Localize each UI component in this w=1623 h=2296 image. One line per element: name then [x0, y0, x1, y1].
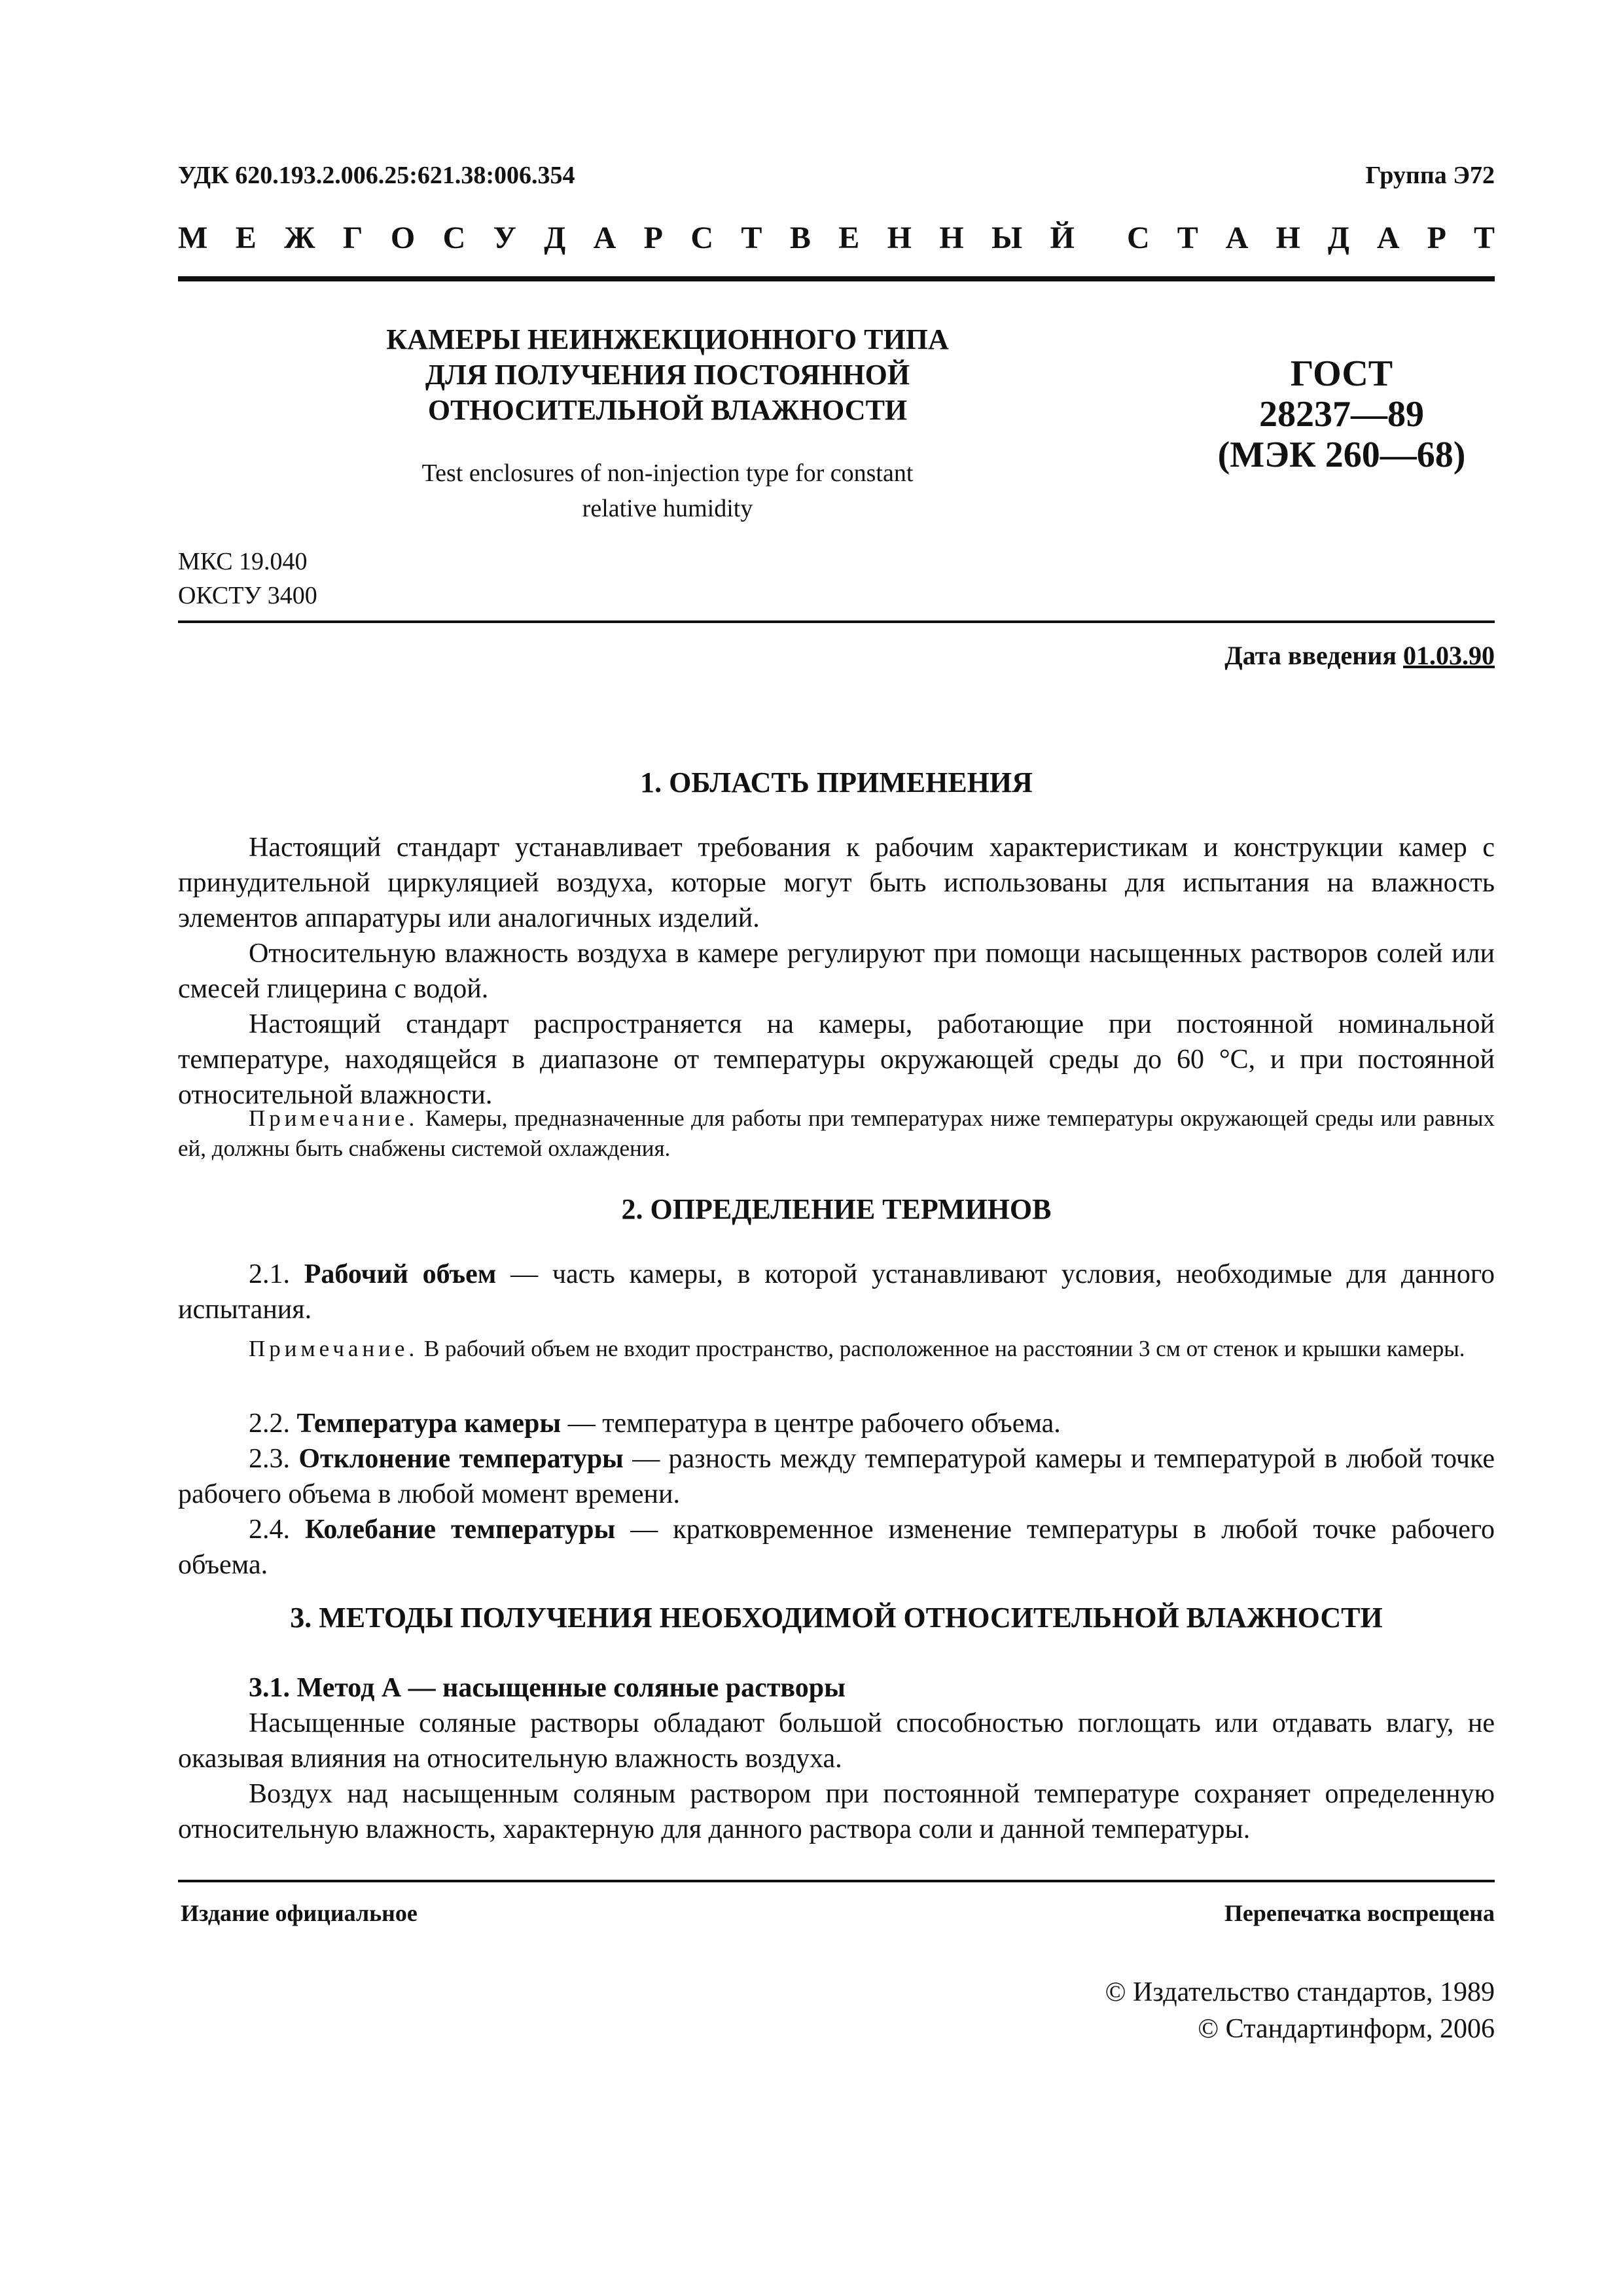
banner-left-letter: Н	[939, 221, 964, 255]
section-3-paragraph-2: Воздух над насыщенным соляным раствором при постоянной температуре сохраняет определенную относительную влажность, характерную для данного раствора соли и данной температуры.	[178, 1779, 1495, 1844]
definition-number: 2.4.	[249, 1515, 290, 1545]
banner-right-letter: Д	[1327, 221, 1349, 255]
official-edition-label: Издание официальное	[181, 1900, 418, 1926]
section-2-heading: 2. ОПРЕДЕЛЕНИЕ ТЕРМИНОВ	[621, 1193, 1052, 1225]
banner-left-letter: В	[789, 221, 811, 255]
definition-text: — температура в центре рабочего объема.	[567, 1408, 1061, 1439]
banner-left-letter: Ж	[284, 221, 315, 255]
banner-left-letter: У	[493, 221, 516, 255]
banner-right-letter: А	[1376, 221, 1400, 255]
definition-text: — кратковременное изменение температуры в любой точке рабочего объема.	[178, 1515, 1495, 1580]
banner-left-letters	[178, 220, 1075, 256]
definition-term: Рабочий объем	[304, 1259, 497, 1289]
classification-codes	[178, 545, 317, 613]
banner-right-letter: Т	[1473, 221, 1495, 255]
note-text: В рабочий объем не входит пространство, расположенное на расстоянии 3 см от стенок и крышки камеры.	[423, 1336, 1465, 1361]
title-line-3: ОТНОСИТЕЛЬНОЙ ВЛАЖНОСТИ	[427, 394, 908, 426]
banner-left-letter: Д	[544, 221, 566, 255]
document-title	[314, 322, 1021, 428]
banner-right-letters	[1127, 220, 1495, 256]
definition-text: — разность между температурой камеры и температурой в любой точке рабочего объема в любой момент времени.	[178, 1444, 1495, 1509]
introduction-date	[1224, 640, 1495, 671]
definition-2-4	[178, 1512, 1495, 1583]
section-1-paragraph-3: Настоящий стандарт распространяется на камеры, работающие при постоянной номинальной температуре, находящейся в диапазоне от температуры окружающей среды до 60 °С, и при постоянной относительной влажности.	[178, 1009, 1495, 1110]
english-title-line-1: Test enclosures of non-injection type for constant	[421, 459, 914, 487]
section-2-note	[178, 1334, 1495, 1364]
section-3-body	[178, 1670, 1495, 1847]
definition-number: 2.2.	[249, 1408, 290, 1439]
banner-left-letter: А	[593, 221, 616, 255]
iec-equivalent: (МЭК 260—68)	[1217, 435, 1466, 475]
section-3-paragraph-1: Насыщенные соляные растворы обладают большой способностью поглощать или отдавать влагу, не оказывая влияния на относительную влажность воздуха.	[178, 1708, 1495, 1774]
definition-term: Температура камеры	[296, 1408, 562, 1439]
title-line-1: КАМЕРЫ НЕИНЖЕКЦИОННОГО ТИПА	[386, 323, 949, 355]
banner-left-letter: Г	[342, 221, 363, 255]
banner-left-letter: Е	[838, 221, 860, 255]
section-1-note	[178, 1103, 1495, 1164]
reprint-prohibited-label: Перепечатка воспрещена	[1224, 1900, 1495, 1926]
gost-designation	[1191, 353, 1492, 475]
banner-right-letter: Т	[1177, 221, 1198, 255]
definition-term: Отклонение температуры	[298, 1444, 624, 1474]
definition-2-3	[178, 1441, 1495, 1512]
banner-left-letter: С	[442, 221, 466, 255]
banner-right-letter: Н	[1275, 221, 1300, 255]
banner-left-letter: О	[390, 221, 416, 255]
banner-left-letter: М	[178, 221, 208, 255]
definition-text: — часть камеры, в которой устанавливают условия, необходимые для данного испытания.	[178, 1259, 1495, 1325]
definition-term: Колебание температуры	[305, 1515, 616, 1545]
banner-right-letter: Р	[1427, 221, 1446, 255]
section-3-1-heading: 3.1. Метод А — насыщенные соляные растворы	[249, 1673, 846, 1703]
note-label: Примечание.	[249, 1105, 419, 1131]
definition-2-2	[178, 1406, 1495, 1441]
banner-left-letter: Й	[1050, 221, 1075, 255]
banner-right-letter: А	[1225, 221, 1249, 255]
header-rule	[178, 276, 1495, 281]
okstu-code: ОКСТУ 3400	[178, 582, 317, 609]
title-line-2: ДЛЯ ПОЛУЧЕНИЯ ПОСТОЯННОЙ	[425, 359, 910, 391]
footer-rule	[178, 1880, 1495, 1882]
gost-number: 28237—89	[1259, 394, 1424, 435]
english-title-line-2: relative humidity	[582, 495, 753, 522]
copyright-line-1: © Издательство стандартов, 1989	[1105, 1977, 1495, 2007]
banner-left-letter: Н	[887, 221, 912, 255]
copyright-block	[1105, 1974, 1495, 2047]
section-3-heading: 3. МЕТОДЫ ПОЛУЧЕНИЯ НЕОБХОДИМОЙ ОТНОСИТЕЛЬНОЙ ВЛАЖНОСТИ	[290, 1602, 1383, 1634]
banner-right-letter: С	[1127, 221, 1150, 255]
section-1-body	[178, 830, 1495, 1113]
banner-left-letter: С	[690, 221, 714, 255]
definitions-2-2-to-2-4	[178, 1406, 1495, 1583]
date-label: Дата введения	[1224, 641, 1397, 670]
gost-label: ГОСТ	[1290, 353, 1393, 394]
english-title	[314, 456, 1021, 526]
definition-number: 2.1.	[249, 1259, 290, 1289]
banner-left-letter: Т	[741, 221, 762, 255]
section-1-paragraph-1: Настоящий стандарт устанавливает требования к рабочим характеристикам и конструкции камер с принудительной циркуляцией воздуха, которые могут быть использованы для испытания на влажность элементов аппаратуры или аналогичных изделий.	[178, 833, 1495, 933]
banner-left-letter: Р	[643, 221, 663, 255]
section-1-paragraph-2: Относительную влажность воздуха в камере регулируют при помощи насыщенных растворов солей или смесей глицерина с водой.	[178, 939, 1495, 1004]
definition-2-1	[178, 1257, 1495, 1327]
definition-number: 2.3.	[249, 1444, 290, 1474]
note-label: Примечание.	[249, 1336, 419, 1361]
note-text: Камеры, предназначенные для работы при температурах ниже температуры окружающей среды или равных ей, должны быть снабжены системой охлаждения.	[178, 1105, 1495, 1161]
mks-code: МКС 19.040	[178, 548, 308, 575]
group-code: Группа Э72	[1365, 162, 1495, 189]
title-block-rule	[178, 620, 1495, 623]
banner-left-letter: Ы	[991, 221, 1023, 255]
section-1-heading: 1. ОБЛАСТЬ ПРИМЕНЕНИЯ	[640, 766, 1033, 798]
date-value: 01.03.90	[1403, 641, 1495, 670]
copyright-line-2: © Стандартинформ, 2006	[1198, 2014, 1495, 2044]
udk-code: УДК 620.193.2.006.25:621.38:006.354	[178, 162, 575, 189]
banner-left-letter: Е	[235, 221, 257, 255]
